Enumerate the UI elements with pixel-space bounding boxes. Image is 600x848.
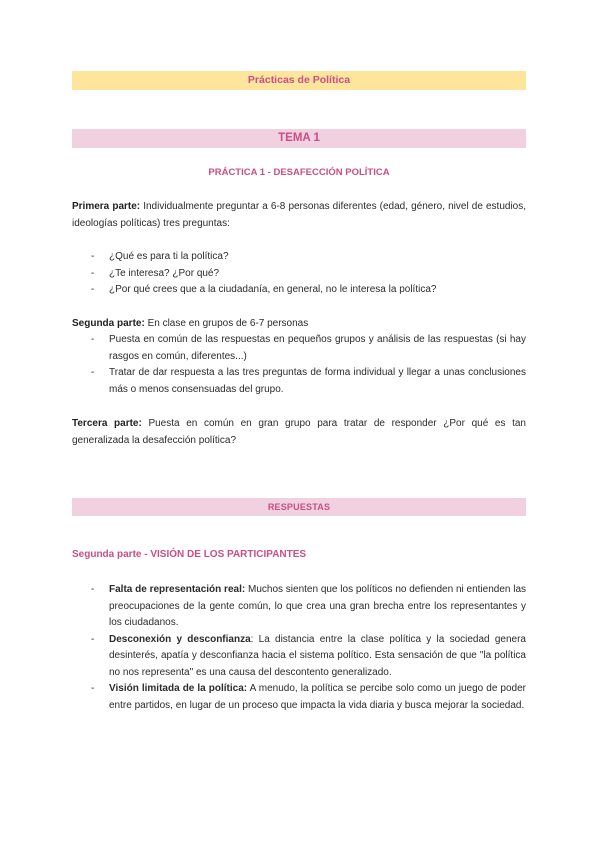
respuestas-section-title: Segunda parte - VISIÓN DE LOS PARTICIPANTES [72, 549, 307, 560]
list-item: - Tratar de dar respuesta a las tres preguntas de forma individual y llegar a unas conclusiones más o menos consensuadas del grupo. [91, 367, 526, 395]
segunda-parte-label: Segunda parte: [72, 318, 145, 329]
respuestas-banner: RESPUESTAS [72, 498, 526, 516]
tercera-parte-paragraph [72, 416, 526, 449]
primera-parte-paragraph [72, 199, 526, 232]
list-item: - Puesta en común de las respuestas en pequeños grupos y análisis de las respuestas (si hay rasgos en común, diferentes...) [91, 334, 526, 362]
list-item: - Visión limitada de la política: A menudo, la política se percibe solo como un juego de poder entre partidos, en lugar de un proceso que impacta la vida diaria y busca mejorar la sociedad. [91, 683, 527, 711]
list-item: - ¿Qué es para ti la política? [91, 251, 229, 262]
tercera-parte-label: Tercera parte: [72, 418, 142, 429]
questions-list [91, 249, 526, 299]
tema-banner: TEMA 1 [72, 129, 526, 148]
document-title-banner: Prácticas de Política [72, 71, 526, 90]
segunda-parte-list [91, 332, 526, 398]
practica-title: PRÁCTICA 1 - DESAFECCIÓN POLÍTICA [208, 167, 390, 178]
list-item: - Desconexión y desconfianza: La distancia entre la clase política y la sociedad genera desinterés, apatía y desconfianza hacia el sistema político. Esta sensación de que "la política no nos representa" es una causa del descontento generalizado. [91, 633, 526, 678]
list-item: - Falta de representación real: Muchos sienten que los políticos no defienden ni entienden las preocupaciones de la gente común, lo que crea una gran brecha entre los representantes y los ciudadanos. [91, 584, 527, 628]
segunda-parte-text: En clase en grupos de 6-7 personas [147, 318, 309, 329]
primera-parte-label: Primera parte: [72, 201, 141, 212]
respuestas-list [91, 582, 527, 714]
primera-parte-text: Individualmente preguntar a 6-8 personas diferentes (edad, género, nivel de estudios, ideologías políticas) tres preguntas: [72, 201, 527, 229]
tercera-parte-text: Puesta en común en gran grupo para tratar de responder ¿Por qué es tan generalizada la desafección política? [72, 418, 526, 446]
list-item: - ¿Te interesa? ¿Por qué? [91, 267, 220, 279]
segunda-parte-paragraph [72, 316, 526, 333]
list-item: - ¿Por qué crees que a la ciudadanía, en general, no le interesa la política? [91, 284, 437, 295]
